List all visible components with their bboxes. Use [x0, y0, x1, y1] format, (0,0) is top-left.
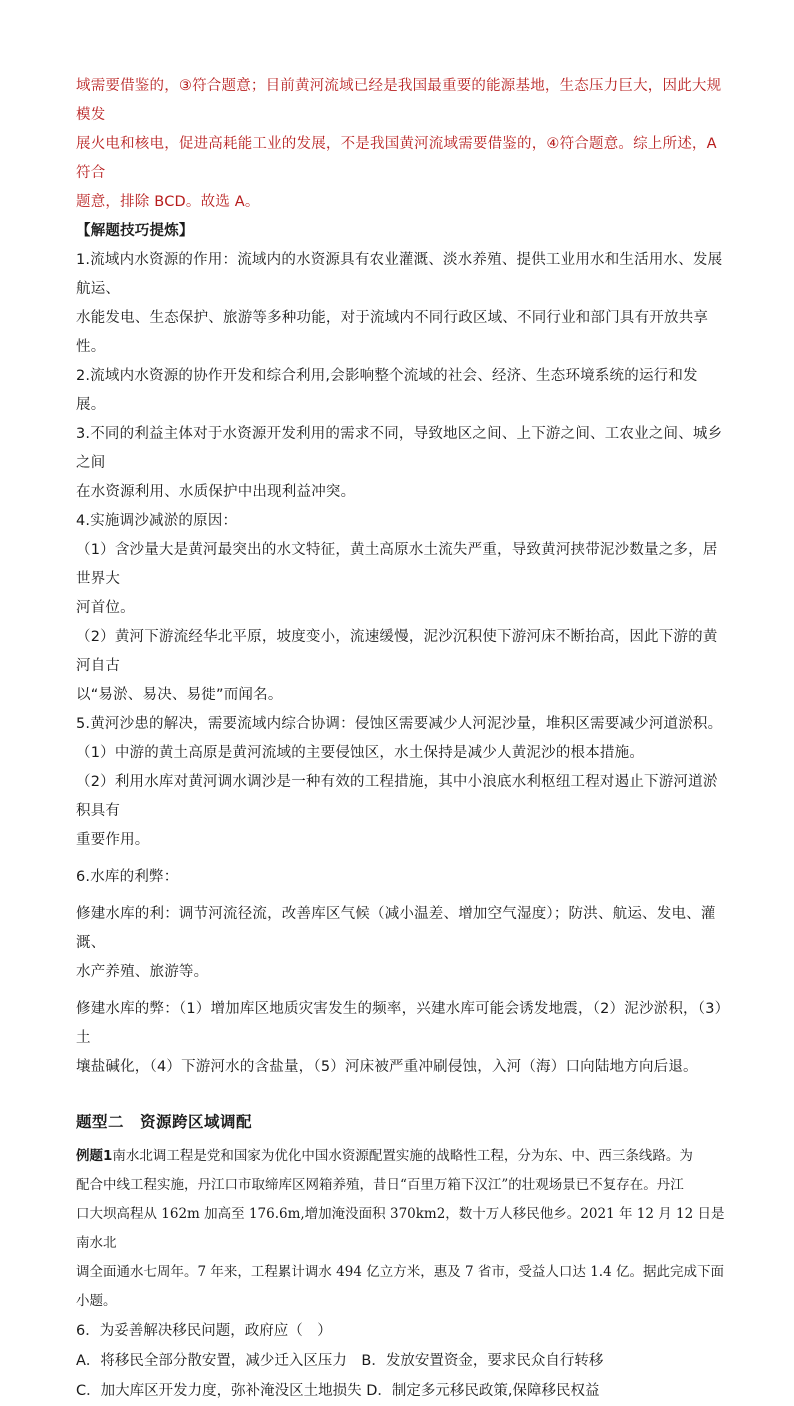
text-line: 2.流域内水资源的协作开发和综合利用,会影响整个流域的社会、经济、生态环境系统的运行和发展。	[76, 368, 698, 413]
section-two	[76, 1108, 726, 1406]
document-page	[76, 72, 726, 1406]
section-title: 题型二 资源跨区域调配	[76, 1113, 253, 1131]
text-line: 5.黄河沙患的解决，需要流域内综合协调：侵蚀区需要减少人河泥沙量，堆积区需要减少河道淤积。	[76, 716, 723, 732]
example-text: 南水北调工程是党和国家为优化中国水资源配置实施的战略性工程，分为东、中、西三条线路。为	[112, 1148, 693, 1164]
tips-section	[76, 217, 726, 1082]
options-cd: C．加大库区开发力度，弥补淹没区土地损失 D．制定多元移民政策,保障移民权益	[76, 1383, 600, 1399]
text-line: （2）黄河下游流经华北平原，坡度变小，流速缓慢，泥沙沉积使下游河床不断抬高，因此下游的黄河自古	[76, 629, 718, 674]
text-line: 3.不同的利益主体对于水资源开发利用的需求不同，导致地区之间、上下游之间、工农业之间、城乡之间	[76, 426, 723, 471]
example-line: 配合中线工程实施，丹江口市取缔库区网箱养殖，昔日“百里万箱下汉江”的壮观场景已不复存在。丹江	[76, 1177, 684, 1193]
text-line: 修建水库的弊：（1）增加库区地质灾害发生的频率，兴建水库可能会诱发地震，（2）泥沙淤积，（3）土	[76, 1001, 723, 1046]
text-line: 4.实施调沙减淤的原因：	[76, 513, 238, 529]
text-line: 修建水库的利：调节河流径流，改善库区气候（减小温差、增加空气湿度）；防洪、航运、发电、灌溉、	[76, 906, 716, 951]
example-line: 小题。	[76, 1293, 117, 1309]
question-text: 6．为妥善解决移民问题，政府应（ ）	[76, 1323, 332, 1339]
text-line: 域需要借鉴的，③符合题意；目前黄河流域已经是我国最重要的能源基地，生态压力巨大，因此大规模发	[76, 78, 722, 123]
example-line: 口大坝高程从 162m 加高至 176.6m,增加淹没面积 370km2，数十万人移民他乡。2021 年 12 月 12 日是南水北	[76, 1206, 725, 1251]
text-line: 河首位。	[76, 600, 135, 616]
text-line: 水产养殖、旅游等。	[76, 964, 209, 980]
text-line: 水能发电、生态保护、旅游等多种功能，对于流域内不同行政区域、不同行业和部门具有开放共享性。	[76, 310, 709, 355]
text-line: 题意，排除 BCD。故选 A。	[76, 194, 260, 210]
answer-continuation	[76, 72, 726, 217]
text-line: （1）含沙量大是黄河最突出的水文特征，黄土高原水土流失严重，导致黄河挟带泥沙数量之多，居世界大	[76, 542, 718, 587]
text-line: （2）利用水库对黄河调水调沙是一种有效的工程措施，其中小浪底水利枢纽工程对遏止下游河道淤积具有	[76, 774, 718, 819]
tips-heading: 【解题技巧提炼】	[76, 223, 194, 239]
text-line: 展火电和核电，促进高耗能工业的发展，不是我国黄河流域需要借鉴的，④符合题意。综上所述，A 符合	[76, 136, 717, 181]
text-line: 6.水库的利弊：	[76, 869, 179, 885]
text-line: 以“易淤、易决、易徙”而闻名。	[76, 687, 283, 703]
text-line: 在水资源利用、水质保护中出现利益冲突。	[76, 484, 356, 500]
example-line: 调全面通水七周年。7 年来，工程累计调水 494 亿立方米，惠及 7 省市，受益人口达 1.4 亿。据此完成下面	[76, 1264, 724, 1280]
text-line: 重要作用。	[76, 832, 150, 848]
text-line: 1.流域内水资源的作用：流域内的水资源具有农业灌溉、淡水养殖、提供工业用水和生活用水、发展航运、	[76, 252, 723, 297]
text-line: （1）中游的黄土高原是黄河流域的主要侵蚀区，水土保持是减少人黄泥沙的根本措施。	[76, 745, 645, 761]
options-ab: A．将移民全部分散安置，减少迁入区压力 B．发放安置资金，要求民众自行转移	[76, 1353, 604, 1369]
example-line	[76, 1142, 726, 1171]
text-line: 壤盐碱化，（4）下游河水的含盐量，（5）河床被严重冲刷侵蚀，入河（海）口向陆地方向后退。	[76, 1059, 698, 1075]
example-label: 例题1	[76, 1148, 113, 1164]
